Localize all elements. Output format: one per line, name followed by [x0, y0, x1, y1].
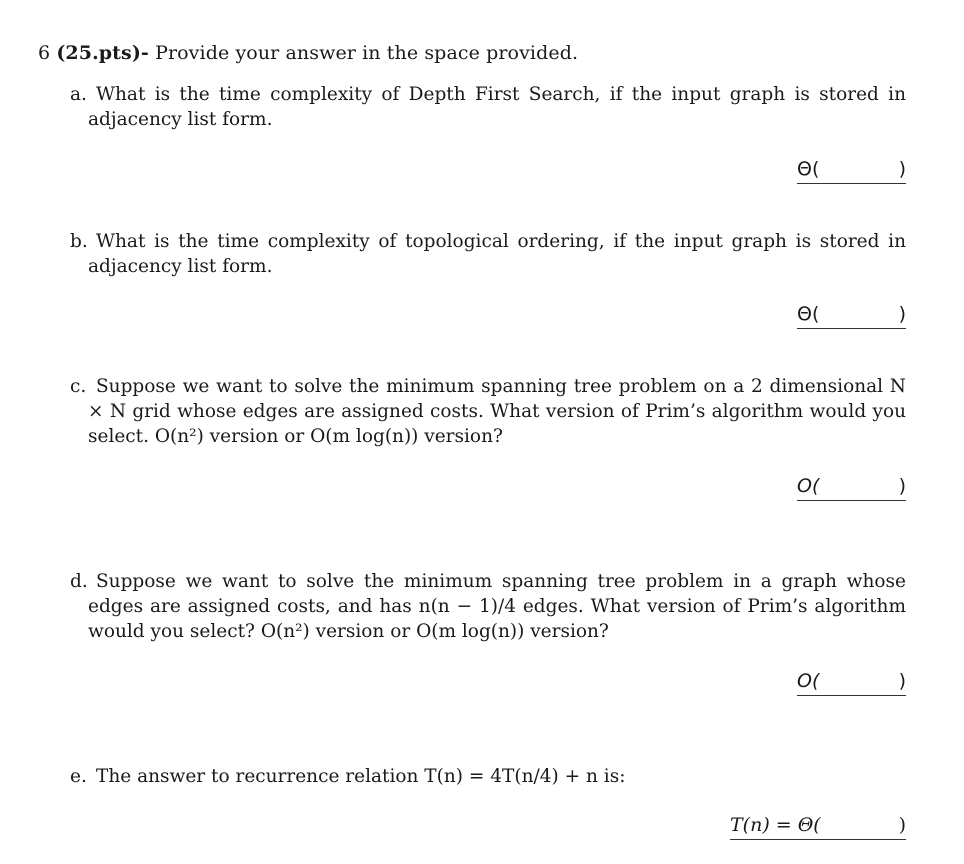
part-e-answer-blank[interactable]	[730, 813, 906, 840]
part-c-letter: c.	[70, 376, 87, 397]
question-points: (25.pts)-	[56, 42, 149, 64]
question-header	[38, 42, 578, 64]
part-b-answer-open: Θ(	[797, 303, 820, 325]
part-a-answer-close: )	[898, 158, 906, 180]
part-d-answer-close: )	[898, 670, 906, 692]
part-b-answer-blank[interactable]	[797, 302, 906, 329]
part-b-answer-close: )	[898, 303, 906, 325]
part-a	[70, 82, 906, 132]
question-instruction: Provide your answer in the space provided.	[155, 42, 579, 64]
part-d-answer-blank[interactable]	[797, 669, 906, 696]
part-b	[70, 229, 906, 279]
part-a-answer-blank[interactable]	[797, 157, 906, 184]
part-d-text: Suppose we want to solve the minimum spanning tree problem in a graph whose edges are assigned costs, and has n(n − 1)/4 edges. What version of Prim’s algorithm would you select? O(n²) version or O(m log(n)) version?	[88, 571, 906, 642]
part-e	[70, 764, 906, 789]
part-c-answer-blank[interactable]	[797, 474, 906, 501]
part-c	[70, 374, 906, 449]
part-e-answer-open: T(n) = Θ(	[730, 814, 821, 836]
part-c-text: Suppose we want to solve the minimum spanning tree problem on a 2 dimensional N × N grid whose edges are assigned costs. What version of Prim’s algorithm would you select. O(n²) version or O(m log(n)) version?	[88, 376, 906, 447]
part-a-answer-open: Θ(	[797, 158, 820, 180]
part-a-letter: a.	[70, 84, 87, 105]
part-b-text: What is the time complexity of topological ordering, if the input graph is stored in adjacency list form.	[88, 231, 906, 277]
part-d	[70, 569, 906, 644]
part-e-text: The answer to recurrence relation T(n) = 4T(n/4) + n is:	[96, 766, 626, 787]
part-c-answer-open: O(	[797, 475, 820, 497]
part-a-text: What is the time complexity of Depth First Search, if the input graph is stored in adjacency list form.	[88, 84, 906, 130]
part-e-letter: e.	[70, 766, 87, 787]
part-c-answer-close: )	[898, 475, 906, 497]
part-d-answer-open: O(	[797, 670, 820, 692]
question-number: 6	[38, 42, 51, 64]
part-e-answer-close: )	[898, 814, 906, 836]
part-b-letter: b.	[70, 231, 88, 252]
part-d-letter: d.	[70, 571, 88, 592]
